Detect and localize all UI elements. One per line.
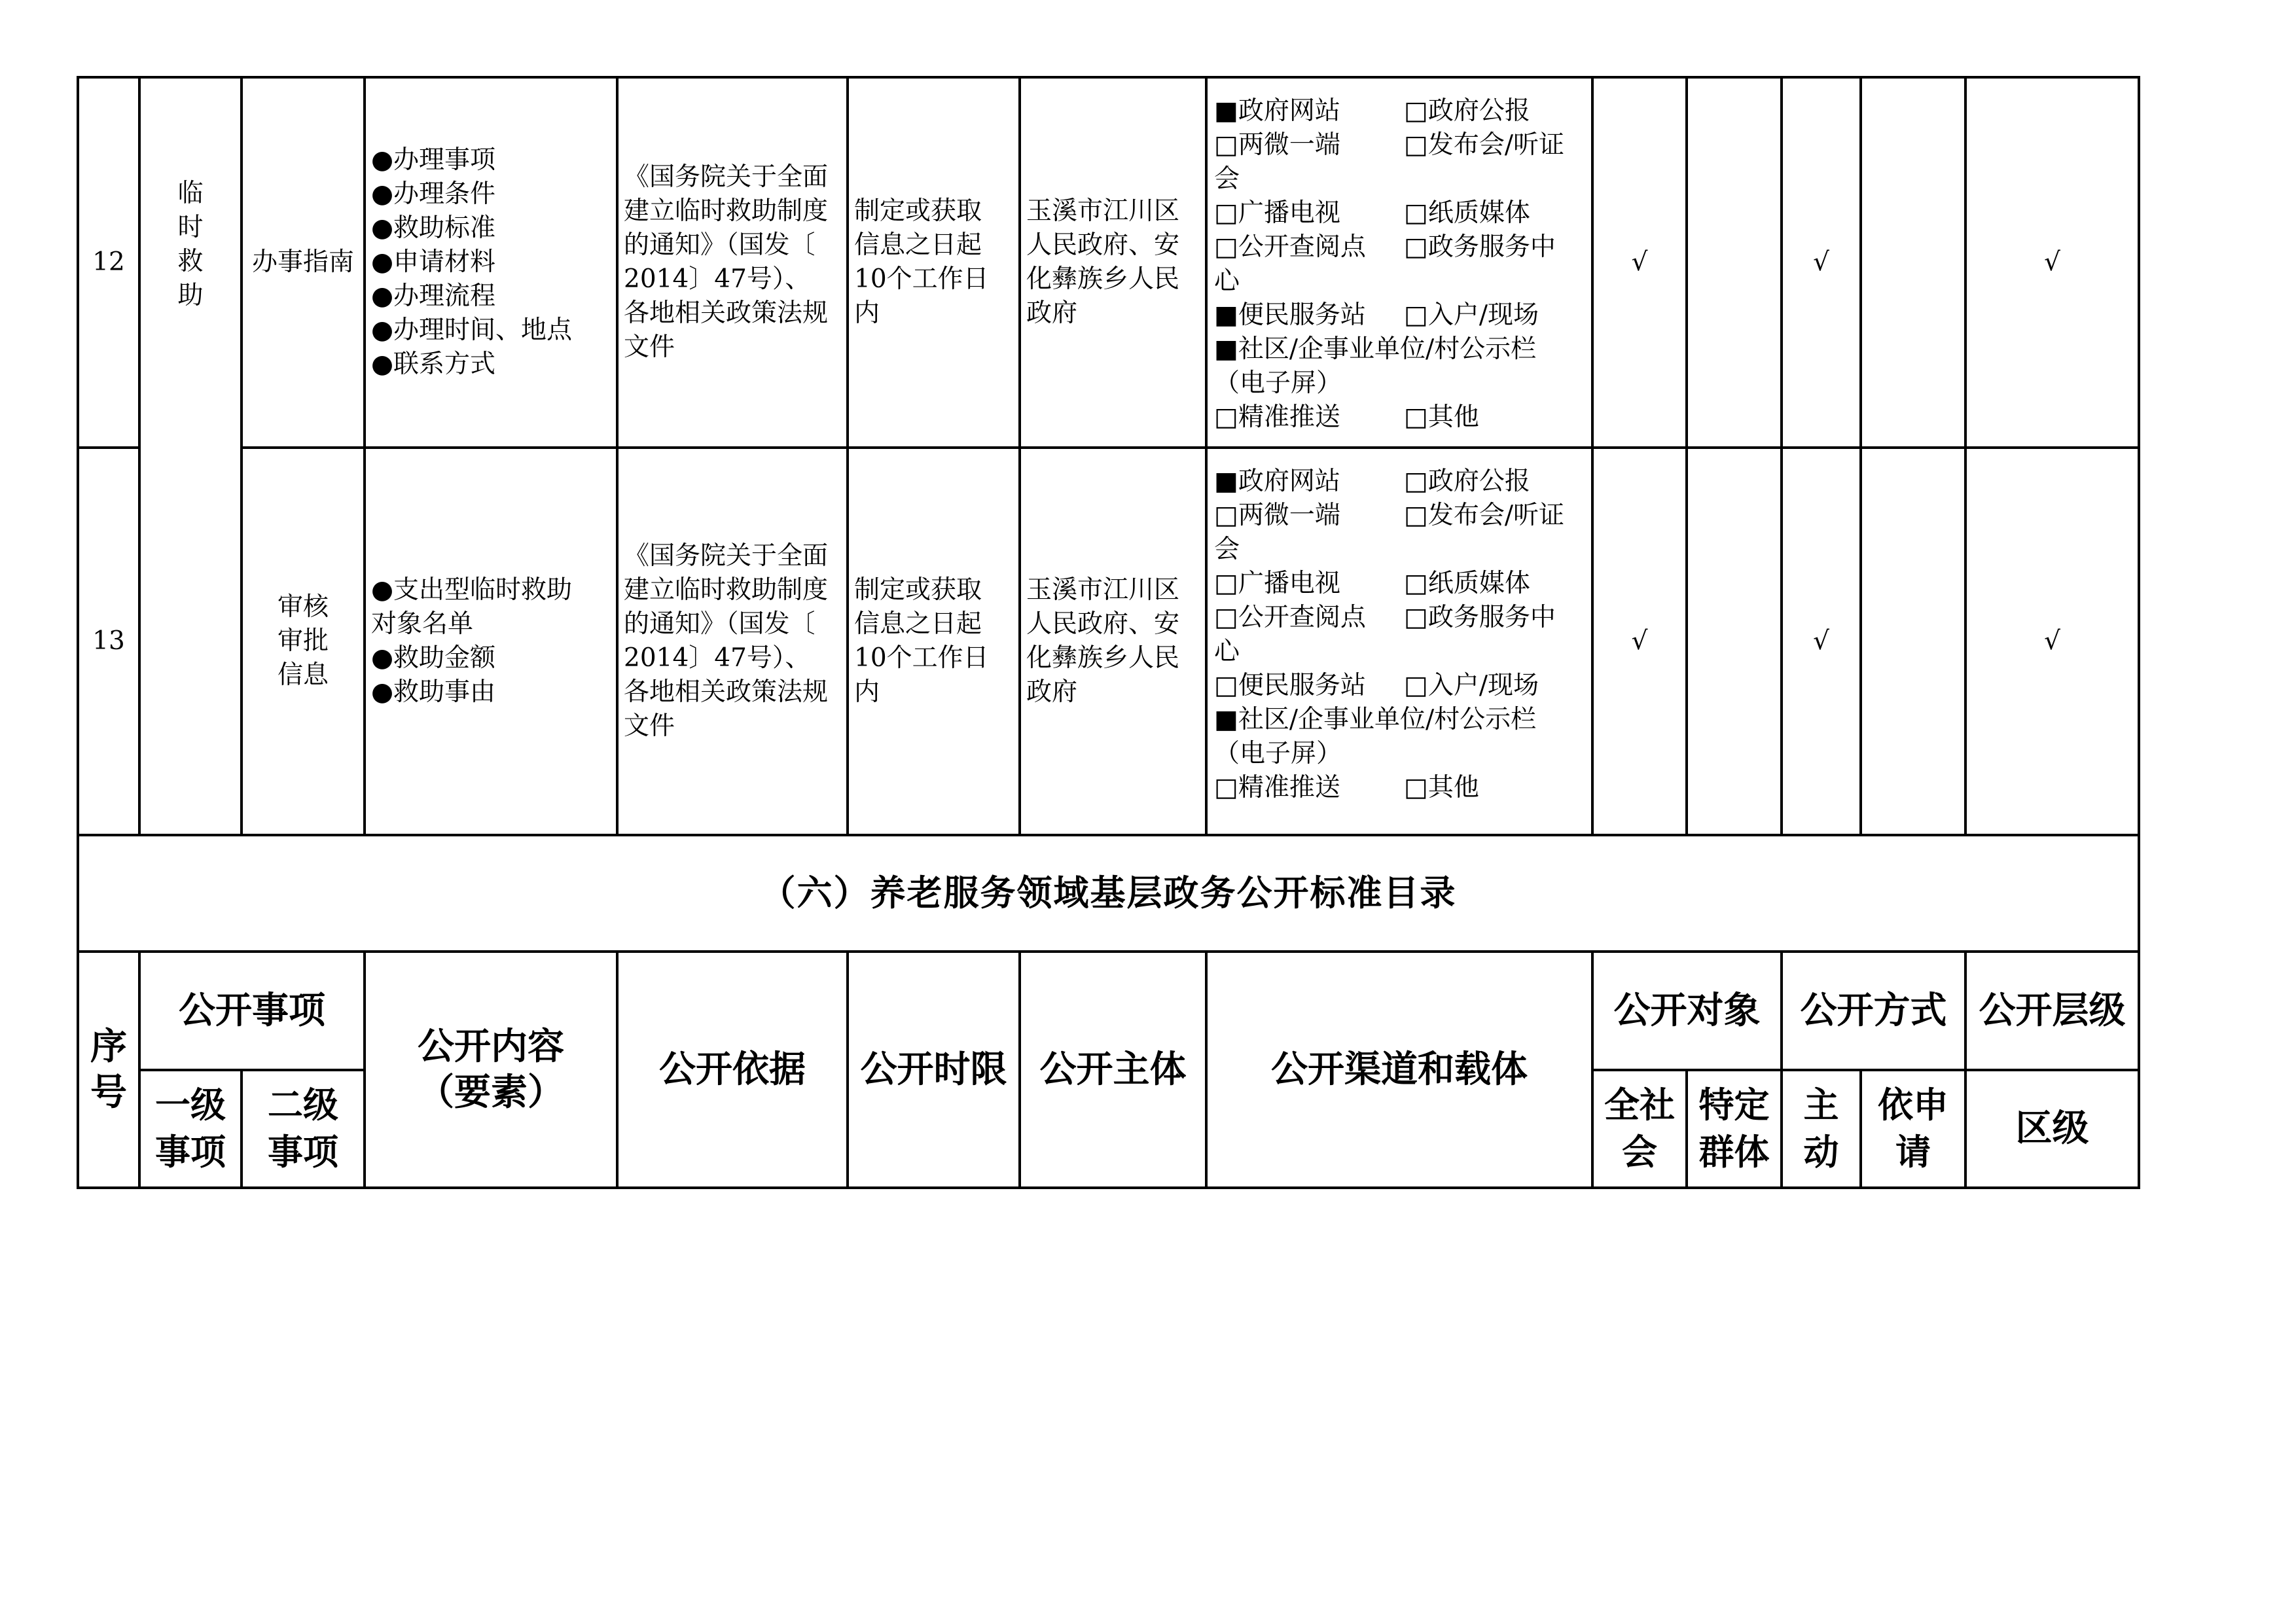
header-active: 主 动 (1782, 1070, 1861, 1188)
header-row-1 (78, 952, 2139, 1070)
table-row (78, 77, 2139, 448)
time-limit: 制定或获取 信息之日起 10个工作日 内 (848, 77, 1020, 448)
all-society-check: √ (1592, 448, 1687, 835)
header-level2: 二级 事项 (242, 1070, 365, 1188)
header-items: 公开事项 (139, 952, 365, 1070)
table-row (78, 448, 2139, 835)
content-elements: ●办理事项 ●办理条件 ●救助标准 ●申请材料 ●办理流程 ●办理时间、地点 ●联系方式 (365, 77, 617, 448)
disclosure-basis: 《国务院关于全面 建立临时救助制度 的通知》（国发〔 2014〕47号）、 各地相关政策法规 文件 (617, 77, 848, 448)
level2-item: 办事指南 (242, 77, 365, 448)
disclosure-subject: 玉溪市江川区 人民政府、安 化彝族乡人民 政府 (1020, 448, 1206, 835)
disclosure-catalog-table (77, 76, 2140, 1189)
active-check: √ (1782, 77, 1861, 448)
specific-group-check (1687, 77, 1782, 448)
header-channels: 公开渠道和载体 (1206, 952, 1592, 1188)
content-elements: ●支出型临时救助 对象名单 ●救助金额 ●救助事由 (365, 448, 617, 835)
header-no: 序 号 (78, 952, 139, 1188)
disclosure-basis: 《国务院关于全面 建立临时救助制度 的通知》（国发〔 2014〕47号）、 各地相关政策法规 文件 (617, 448, 848, 835)
row-number: 12 (78, 77, 139, 448)
header-on-request: 依申 请 (1861, 1070, 1965, 1188)
specific-group-check (1687, 448, 1782, 835)
disclosure-channels: ■政府网站 □政府公报 □两微一端 □发布会/听证 会 □广播电视 □纸质媒体 □公开查阅点 □政务服务中 心 □便民服务站 □入户/现场 ■社区/企事业单位/村公示栏 （电子屏） □精准推送 □其他 (1206, 448, 1592, 835)
district-check: √ (1965, 448, 2139, 835)
section-title: （六）养老服务领域基层政务公开标准目录 (78, 835, 2139, 952)
header-specific-group: 特定 群体 (1687, 1070, 1782, 1188)
disclosure-subject: 玉溪市江川区 人民政府、安 化彝族乡人民 政府 (1020, 77, 1206, 448)
header-method: 公开方式 (1782, 952, 1965, 1070)
header-time-limit: 公开时限 (848, 952, 1020, 1188)
on-request-check (1861, 77, 1965, 448)
level1-item: 临 时 救 助 (139, 77, 242, 835)
header-level: 公开层级 (1965, 952, 2139, 1070)
district-check: √ (1965, 77, 2139, 448)
active-check: √ (1782, 448, 1861, 835)
on-request-check (1861, 448, 1965, 835)
all-society-check: √ (1592, 77, 1687, 448)
section-title-row (78, 835, 2139, 952)
level2-item: 审核 审批 信息 (242, 448, 365, 835)
header-basis: 公开依据 (617, 952, 848, 1188)
header-target: 公开对象 (1592, 952, 1782, 1070)
header-level1: 一级 事项 (139, 1070, 242, 1188)
row-number: 13 (78, 448, 139, 835)
header-subject: 公开主体 (1020, 952, 1206, 1188)
time-limit: 制定或获取 信息之日起 10个工作日 内 (848, 448, 1020, 835)
header-content: 公开内容 （要素） (365, 952, 617, 1188)
header-district: 区级 (1965, 1070, 2139, 1188)
header-all-society: 全社 会 (1592, 1070, 1687, 1188)
disclosure-channels: ■政府网站 □政府公报 □两微一端 □发布会/听证 会 □广播电视 □纸质媒体 □公开查阅点 □政务服务中 心 ■便民服务站 □入户/现场 ■社区/企事业单位/村公示栏 （电子屏） □精准推送 □其他 (1206, 77, 1592, 448)
